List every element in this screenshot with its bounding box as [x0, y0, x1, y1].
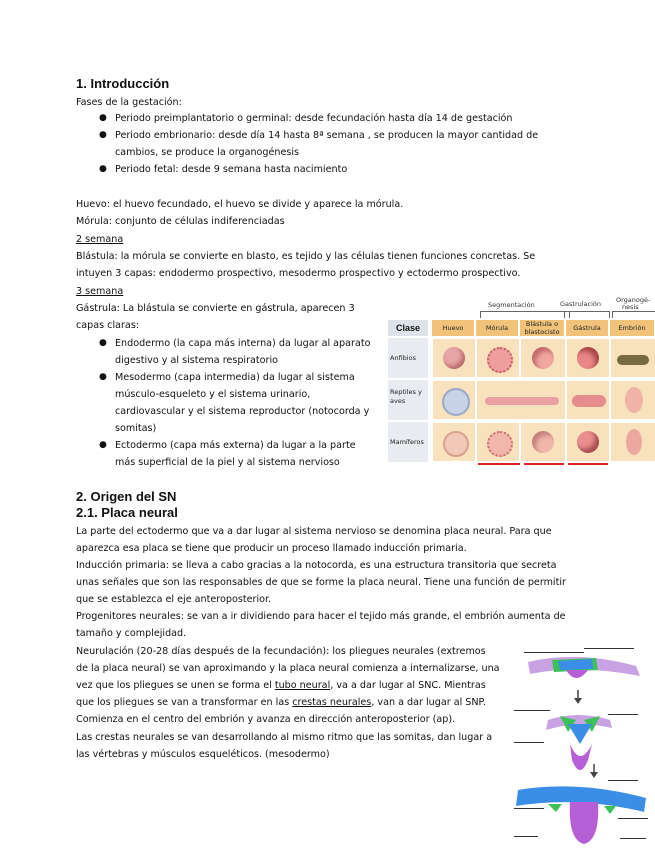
blastula-icon — [532, 347, 554, 369]
week-3-heading: 3 semana — [76, 286, 124, 297]
phase-item: Periodo preimplantatorio o germinal: desde fecundación hasta día 14 de gestación — [115, 113, 513, 124]
bullet-icon: ● — [99, 372, 107, 382]
body-line: tamaño y complejidad. — [76, 628, 187, 639]
blastula-line: Blástula: la mórula se convierte en blasto, es tejido y las células tienen funciones concretas. Se — [76, 251, 536, 262]
layer-item-cont: cardiovascular y el sistema reproductor (notocorda y — [115, 406, 370, 417]
gastrula-icon — [572, 395, 606, 407]
tubo-neural-term: tubo neural — [274, 680, 331, 691]
chick-embryo-icon — [625, 387, 643, 413]
body-line: Comienza en el centro del embrión y avanza en dirección anteroposterior (ap). — [76, 714, 456, 725]
phase-item-cont: cambios, se produce la organogénesis — [115, 147, 300, 158]
layer-item: Endodermo (la capa más interna) da lugar al aparato — [115, 338, 371, 349]
blastula-line: intuyen 3 capas: endodermo prospectivo, mesodermo prospectivo y ectodermo prospectivo. — [76, 268, 521, 279]
layer-item-cont: músculo-esqueleto y el sistema urinario, — [115, 389, 311, 400]
layer-item: Ectodermo (capa más externa) da lugar a la parte — [115, 440, 356, 451]
embryo-development-figure — [388, 296, 655, 466]
body-line: Progenitores neurales: se van a ir dividiendo para hacer el tejido más grande, el embrión aumenta de — [76, 611, 566, 622]
row-label: Mamíferos — [388, 422, 428, 462]
gestation-phases-intro: Fases de la gestación: — [76, 97, 182, 108]
body-line: unas señales que son las responsables de que se forme la placa neural. Tiene una función de permitir — [76, 577, 566, 588]
bullet-icon: ● — [99, 164, 107, 174]
tadpole-embryo-icon — [617, 355, 649, 365]
bullet-icon: ● — [99, 113, 107, 123]
morula-icon — [487, 347, 513, 373]
egg-icon — [443, 347, 465, 369]
bullet-icon: ● — [99, 338, 107, 348]
phase-item: Periodo embrionario: desde día 14 hasta 8ª semana , se producen la mayor cantidad de — [115, 130, 539, 141]
huevo-definition: Huevo: el huevo fecundado, el huevo se divide y aparece la mórula. — [76, 199, 404, 210]
blastoderm-icon — [485, 397, 559, 405]
neurulation-diagram — [508, 640, 653, 845]
group-header: Gastrulación — [560, 300, 602, 308]
section-2-1-title: 2.1. Placa neural — [76, 505, 178, 520]
blastocyst-icon — [532, 431, 554, 453]
row-label-line: aves — [390, 397, 406, 405]
bullet-icon: ● — [99, 130, 107, 140]
column-header: Gástrula — [566, 320, 608, 336]
gastrula-icon — [577, 347, 599, 369]
body-line: las vértebras y músculos esqueléticos. (mesodermo) — [76, 749, 330, 760]
column-header-blastula — [520, 320, 564, 336]
layer-item-cont: digestivo y al sistema respiratorio — [115, 355, 279, 366]
gastrula-icon — [577, 431, 599, 453]
gastrula-line: Gástrula: La blástula se convierte en gástrula, aparecen 3 — [76, 303, 355, 314]
column-header-line: blastocisto — [524, 328, 560, 336]
layer-item-cont: más superficial de la piel y al sistema nervioso — [115, 457, 340, 468]
body-line: Inducción primaria: se lleva a cabo gracias a la notocorda, es una estructura transitoria que secreta — [76, 560, 557, 571]
body-line: Neurulación (20-28 días después de la fecundación): los pliegues neurales (extremos — [76, 646, 486, 657]
mammal-embryo-icon — [626, 429, 642, 455]
week-2-heading: 2 semana — [76, 234, 124, 245]
body-line: Las crestas neurales se van desarrollando al mismo ritmo que las somitas, dan lugar a — [76, 732, 493, 743]
section-1-title: 1. Introducción — [76, 76, 170, 91]
section-2-title: 2. Origen del SN — [76, 489, 177, 504]
crestas-neurales-term: crestas neurales — [292, 697, 372, 708]
layer-item: Mesodermo (capa intermedia) da lugar al sistema — [115, 372, 355, 383]
morula-icon — [487, 431, 513, 457]
phase-item: Periodo fetal: desde 9 semana hasta nacimiento — [115, 164, 348, 175]
gastrula-line: capas claras: — [76, 320, 140, 331]
column-header: Embrión — [610, 320, 654, 336]
body-line: aparezca esa placa se tiene que producir un proceso llamado inducción primaria. — [76, 543, 467, 554]
body-line: que se establezca el eje anteroposterior. — [76, 594, 272, 605]
egg-icon — [442, 388, 470, 416]
morula-definition: Mórula: conjunto de células indiferenciadas — [76, 216, 285, 227]
egg-icon — [443, 431, 469, 457]
group-header: Segmentación — [488, 301, 535, 309]
group-header: nesis — [622, 303, 639, 311]
row-label-reptiles — [388, 380, 428, 420]
bullet-icon: ● — [99, 440, 107, 450]
layer-item-cont: somitas) — [115, 423, 157, 434]
body-line: vez que los pliegues se unen se forma el tubo neural, va a dar lugar al SNC. Mientras — [76, 680, 486, 691]
column-header: Mórula — [476, 320, 518, 336]
row-label: Anfibios — [388, 338, 428, 378]
body-line: que los pliegues se van a transformar en las crestas neurales, van a dar lugar al SNP. — [76, 697, 486, 708]
clase-header: Clase — [388, 320, 428, 336]
body-line: de la placa neural) se van aproximando y la placa neural comienza a internalizarse, una — [76, 663, 500, 674]
column-header-line: Blástula o — [525, 320, 559, 328]
column-header: Huevo — [432, 320, 474, 336]
row-label-line: Reptiles y — [390, 388, 422, 396]
group-header: Organogé- — [616, 296, 651, 304]
body-line: La parte del ectodermo que va a dar lugar al sistema nervioso se denomina placa neural. Para que — [76, 526, 552, 537]
